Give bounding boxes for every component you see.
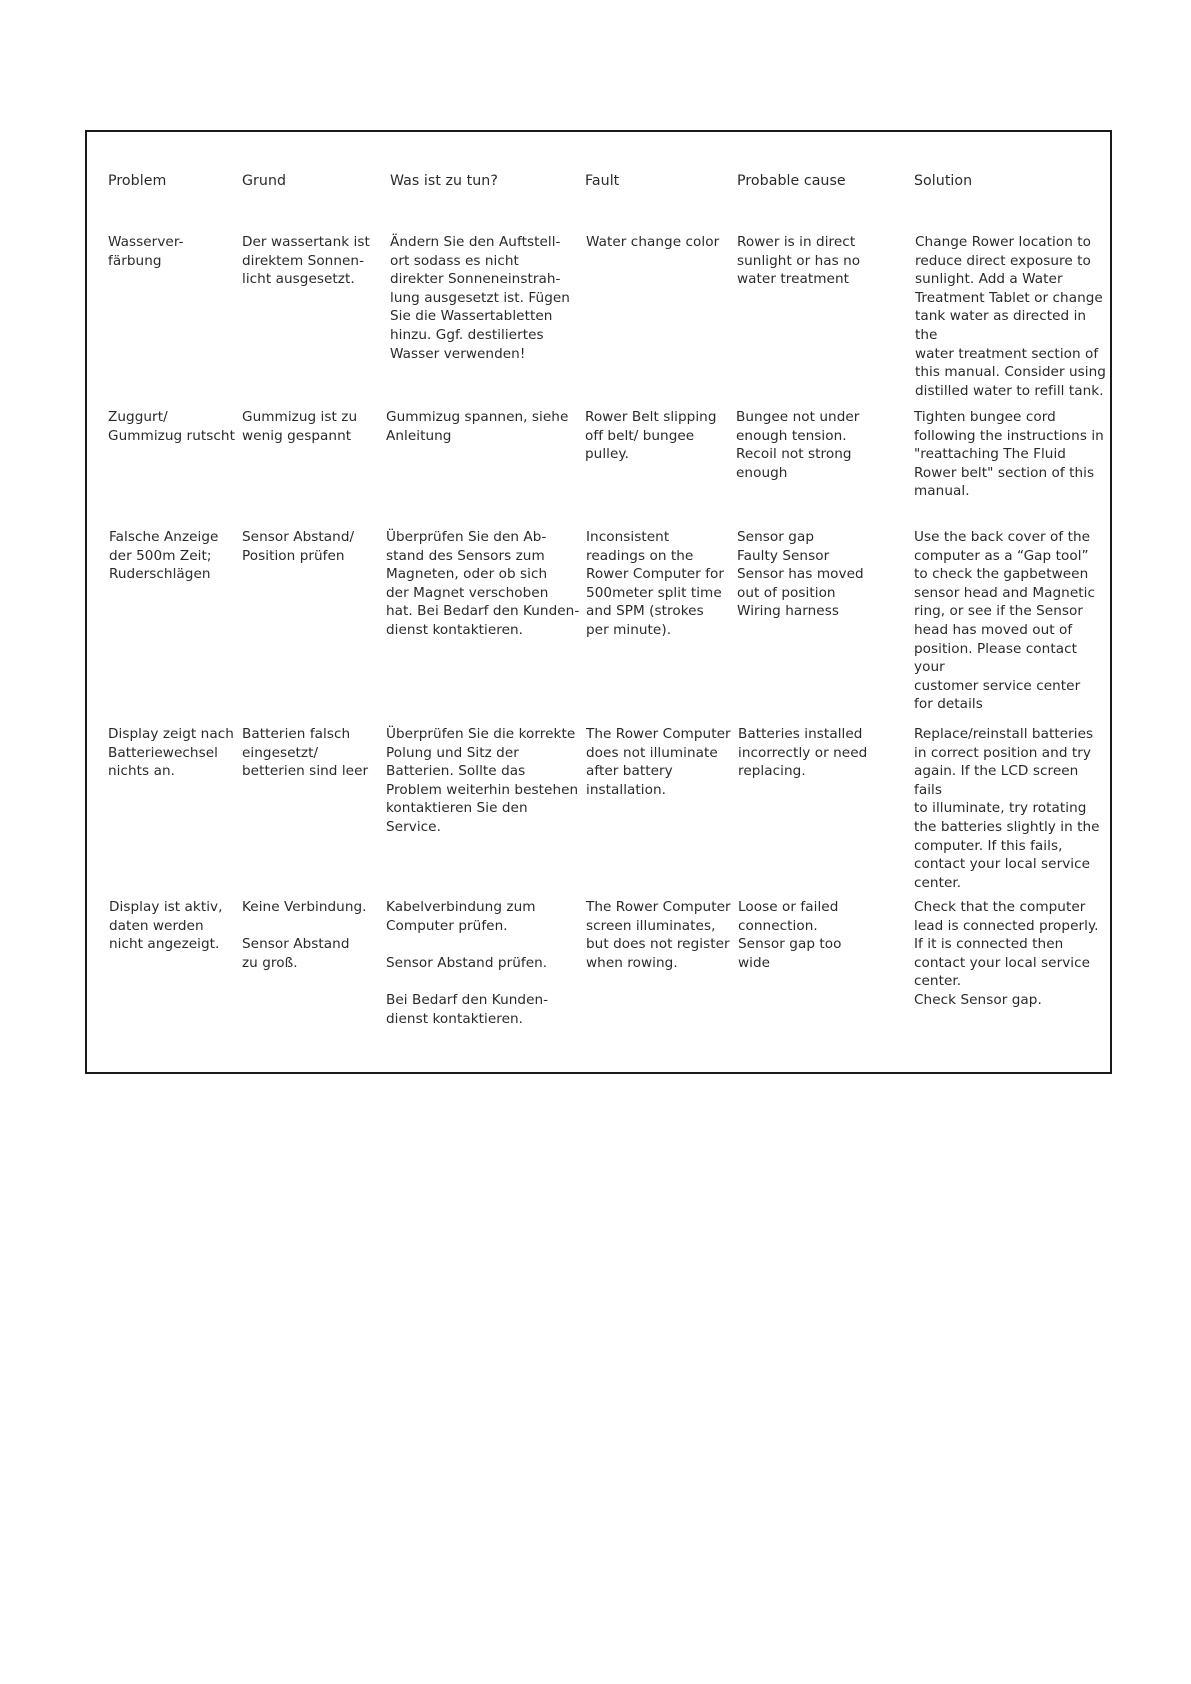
row5-solution: Check that the computer lead is connected properly. If it is connected then contact your local service center. Check Sensor gap.	[914, 899, 1099, 1008]
row1-probable-cause: Rower is in direct sunlight or has no water treatment	[737, 234, 861, 288]
row2-was-ist-zu-tun: Gummizug spannen, siehe Anleitung	[386, 409, 569, 444]
row5-grund: Keine Verbindung. Sensor Abstand zu groß.	[242, 899, 367, 971]
row4-grund: Batterien falsch eingesetzt/ betterien sind leer	[242, 726, 369, 780]
row5-problem: Display ist aktiv, daten werden nicht angezeigt.	[109, 899, 223, 953]
header-solution: Solution	[914, 173, 973, 189]
header-probable-cause: Probable cause	[737, 173, 846, 189]
row2-problem: Zuggurt/ Gummizug rutscht	[108, 409, 235, 444]
row2-grund: Gummizug ist zu wenig gespannt	[242, 409, 358, 444]
header-grund: Grund	[242, 173, 287, 189]
row5-was-ist-zu-tun: Kabelverbindung zum Computer prüfen. Sensor Abstand prüfen. Bei Bedarf den Kunden- dienst kontaktieren.	[386, 899, 549, 1027]
row4-was-ist-zu-tun: Überprüfen Sie die korrekte Polung und Sitz der Batterien. Sollte das Problem weiterhin bestehen kontaktieren Sie den Service.	[386, 726, 579, 835]
row2-fault: Rower Belt slipping off belt/ bungee pulley.	[585, 409, 717, 463]
row3-problem: Falsche Anzeige der 500m Zeit; Ruderschlägen	[109, 529, 219, 583]
row1-was-ist-zu-tun: Ändern Sie den Auftstell- ort sodass es nicht direkter Sonneneinstrah- lung ausgesetzt ist. Fügen Sie die Wassertabletten hinzu. Ggf. destiliertes Wasser verwenden!	[390, 234, 570, 362]
row4-fault: The Rower Computer does not illuminate after battery installation.	[586, 726, 731, 798]
header-fault: Fault	[585, 173, 620, 189]
row3-solution: Use the back cover of the computer as a “Gap tool” to check the gapbetween sensor head and Magnetic ring, or see if the Sensor head has moved out of position. Please contact your customer service center for details	[914, 529, 1095, 713]
row3-fault: Inconsistent readings on the Rower Computer for 500meter split time and SPM (strokes per minute).	[586, 529, 725, 638]
row4-solution: Replace/reinstall batteries in correct position and try again. If the LCD screen fails to illuminate, try rotating the batteries slightly in the computer. If this fails, contact your local service center.	[914, 726, 1100, 891]
row3-was-ist-zu-tun: Überprüfen Sie den Ab- stand des Sensors zum Magneten, oder ob sich der Magnet verschoben hat. Bei Bedarf den Kunden- dienst kontaktieren.	[386, 529, 580, 638]
row4-problem: Display zeigt nach Batteriewechsel nichts an.	[108, 726, 234, 780]
row3-probable-cause: Sensor gap Faulty Sensor Sensor has moved out of position Wiring harness	[737, 529, 864, 620]
troubleshooting-table	[85, 130, 1112, 1074]
row1-problem: Wasserver- färbung	[108, 234, 184, 269]
row5-probable-cause: Loose or failed connection. Sensor gap too wide	[738, 899, 842, 971]
row3-grund: Sensor Abstand/ Position prüfen	[242, 529, 355, 564]
row5-fault: The Rower Computer screen illuminates, but does not register when rowing.	[586, 899, 731, 971]
header-problem: Problem	[108, 173, 167, 189]
header-was-ist-zu-tun: Was ist zu tun?	[390, 173, 498, 189]
row1-solution: Change Rower location to reduce direct exposure to sunlight. Add a Water Treatment Tablet or change tank water as directed in the water treatment section of this manual. Consider using distilled water to refill tank.	[915, 234, 1106, 399]
row1-grund: Der wassertank ist direktem Sonnen- licht ausgesetzt.	[242, 234, 370, 288]
row4-probable-cause: Batteries installed incorrectly or need replacing.	[738, 726, 868, 780]
row1-fault: Water change color	[586, 234, 720, 250]
row2-probable-cause: Bungee not under enough tension. Recoil not strong enough	[736, 409, 860, 481]
row2-solution: Tighten bungee cord following the instructions in "reattaching The Fluid Rower belt" section of this manual.	[914, 409, 1104, 500]
